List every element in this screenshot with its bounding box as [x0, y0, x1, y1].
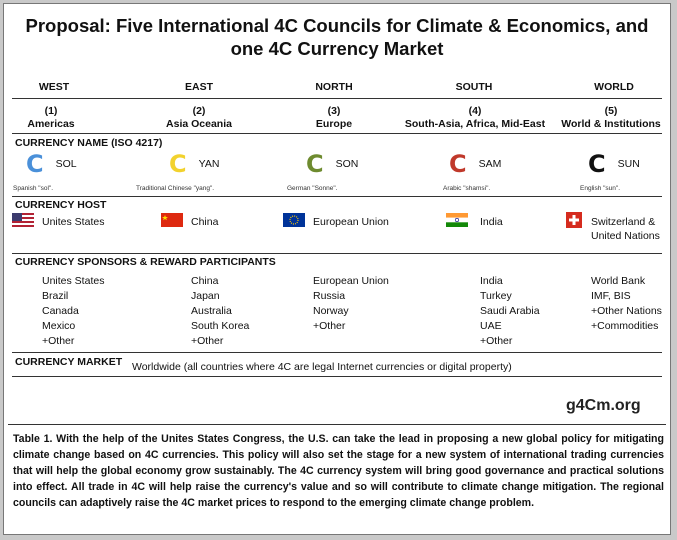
document-frame	[3, 3, 671, 535]
host-name	[591, 215, 660, 243]
host-name	[480, 215, 503, 229]
switzerland-flag-icon	[566, 212, 582, 228]
currency-note: English "sun".	[580, 185, 621, 192]
region-north: NORTH	[315, 81, 353, 93]
list-item: +Other	[42, 335, 75, 347]
region-area: South-Asia, Africa, Mid-East	[404, 118, 546, 130]
sam-sun-icon: C	[449, 150, 467, 178]
divider	[12, 133, 662, 134]
eu-flag-icon	[283, 213, 305, 227]
list-item: Norway	[313, 305, 349, 317]
region-area: Europe	[315, 118, 353, 130]
currency-code: SAM	[478, 158, 502, 170]
sponsor-list-west	[42, 274, 104, 349]
sponsor-list-north	[313, 274, 389, 334]
title-line-1: Proposal: Five International 4C Councils for Climate & Economics, and	[25, 15, 649, 36]
region-south-area	[392, 105, 558, 131]
host-line: Unites States	[42, 216, 105, 228]
sponsors-heading: CURRENCY SPONSORS & REWARD PARTICIPANTS	[15, 256, 276, 268]
divider	[12, 196, 662, 197]
divider	[12, 352, 662, 353]
list-item: Brazil	[42, 290, 69, 302]
page-title	[4, 14, 670, 60]
currency-note: German "Sonne".	[287, 185, 338, 192]
us-flag-icon	[12, 213, 34, 227]
list-item: European Union	[313, 275, 389, 287]
host-name	[313, 215, 389, 229]
list-item: +Other	[480, 335, 513, 347]
sponsor-list-south	[480, 274, 540, 349]
list-item: UAE	[480, 320, 502, 332]
sol-sun-icon: C	[26, 150, 44, 178]
region-area: World & Institutions	[561, 118, 661, 130]
list-item: +Other Nations	[591, 305, 662, 317]
host-name	[191, 215, 218, 229]
currency-name-heading: CURRENCY NAME (ISO 4217)	[15, 137, 163, 149]
list-item: IMF, BIS	[591, 290, 631, 302]
host-line: United Nations	[591, 230, 660, 242]
region-number: (3)	[327, 105, 341, 117]
divider	[12, 253, 662, 254]
host-line: India	[480, 216, 503, 228]
host-line: Switzerland &	[591, 216, 656, 228]
india-flag-icon	[446, 213, 468, 227]
host-name	[42, 215, 104, 229]
currency-code: SON	[335, 158, 359, 170]
sponsor-list-east	[191, 274, 249, 349]
table-caption: Table 1. With the help of the Unites States Congress, the U.S. can take the lead in proposing a new global policy for mitigating climate change based on 4C currencies. This policy will also set the stage for a new system of international trading currencies that will help the global economy grow sustainably. The 4C currency system will bring good governance and practical solutions into effect. All trade in 4C will help raise the currency's value and so will contribute to climate change mitigation. The regional councils can adaptively raise the 4C market prices to respond to the emerging climate change problem.	[13, 433, 664, 509]
region-area: Americas	[27, 118, 75, 130]
list-item: World Bank	[591, 275, 646, 287]
currency-code: SOL	[55, 158, 77, 170]
currency-host-heading: CURRENCY HOST	[15, 199, 107, 211]
region-west-area	[6, 105, 96, 131]
list-item: Australia	[191, 305, 232, 317]
list-item: Turkey	[480, 290, 512, 302]
region-south: SOUTH	[455, 81, 493, 93]
title-line-2: one 4C Currency Market	[230, 38, 444, 59]
currency-yan	[169, 152, 219, 176]
list-item: India	[480, 275, 503, 287]
brand-logo: g4Cm.org	[566, 397, 641, 414]
currency-note: Arabic "shamsi".	[443, 185, 491, 192]
currency-sam	[449, 152, 501, 176]
list-item: Saudi Arabia	[480, 305, 540, 317]
list-item: South Korea	[191, 320, 250, 332]
region-east: EAST	[184, 81, 213, 93]
china-flag-icon	[161, 213, 183, 227]
region-number: (5)	[604, 105, 618, 117]
currency-sun	[588, 152, 640, 176]
currency-code: SUN	[617, 158, 640, 170]
son-sun-icon: C	[306, 150, 324, 178]
region-north-area	[294, 105, 374, 131]
host-line: China	[191, 216, 219, 228]
currency-son	[306, 152, 358, 176]
yan-sun-icon: C	[169, 150, 187, 178]
divider	[12, 376, 662, 377]
list-item: +Other	[313, 320, 346, 332]
region-number: (2)	[192, 105, 206, 117]
host-line: European Union	[313, 216, 389, 228]
region-east-area	[149, 105, 249, 131]
region-west: WEST	[38, 81, 70, 93]
sponsor-list-world	[591, 274, 662, 334]
region-number: (1)	[44, 105, 58, 117]
list-item: Canada	[42, 305, 79, 317]
region-area: Asia Oceania	[166, 118, 232, 130]
list-item: +Other	[191, 335, 224, 347]
region-number: (4)	[468, 105, 482, 117]
currency-code: YAN	[198, 158, 220, 170]
sun-sun-icon: C	[588, 150, 606, 178]
list-item: Mexico	[42, 320, 76, 332]
list-item: Russia	[313, 290, 346, 302]
list-item: Japan	[191, 290, 220, 302]
list-item: +Commodities	[591, 320, 659, 332]
currency-note: Traditional Chinese "yang".	[136, 185, 215, 192]
market-description: Worldwide (all countries where 4C are legal Internet currencies or digital property)	[132, 361, 512, 373]
region-world-area	[552, 105, 670, 131]
market-heading: CURRENCY MARKET	[15, 356, 123, 368]
list-item: China	[191, 275, 219, 287]
list-item: Unites States	[42, 275, 105, 287]
currency-note: Spanish "sol".	[13, 185, 54, 192]
divider	[8, 424, 666, 425]
divider	[12, 98, 662, 99]
region-world: WORLD	[594, 81, 634, 93]
currency-sol	[26, 152, 77, 176]
